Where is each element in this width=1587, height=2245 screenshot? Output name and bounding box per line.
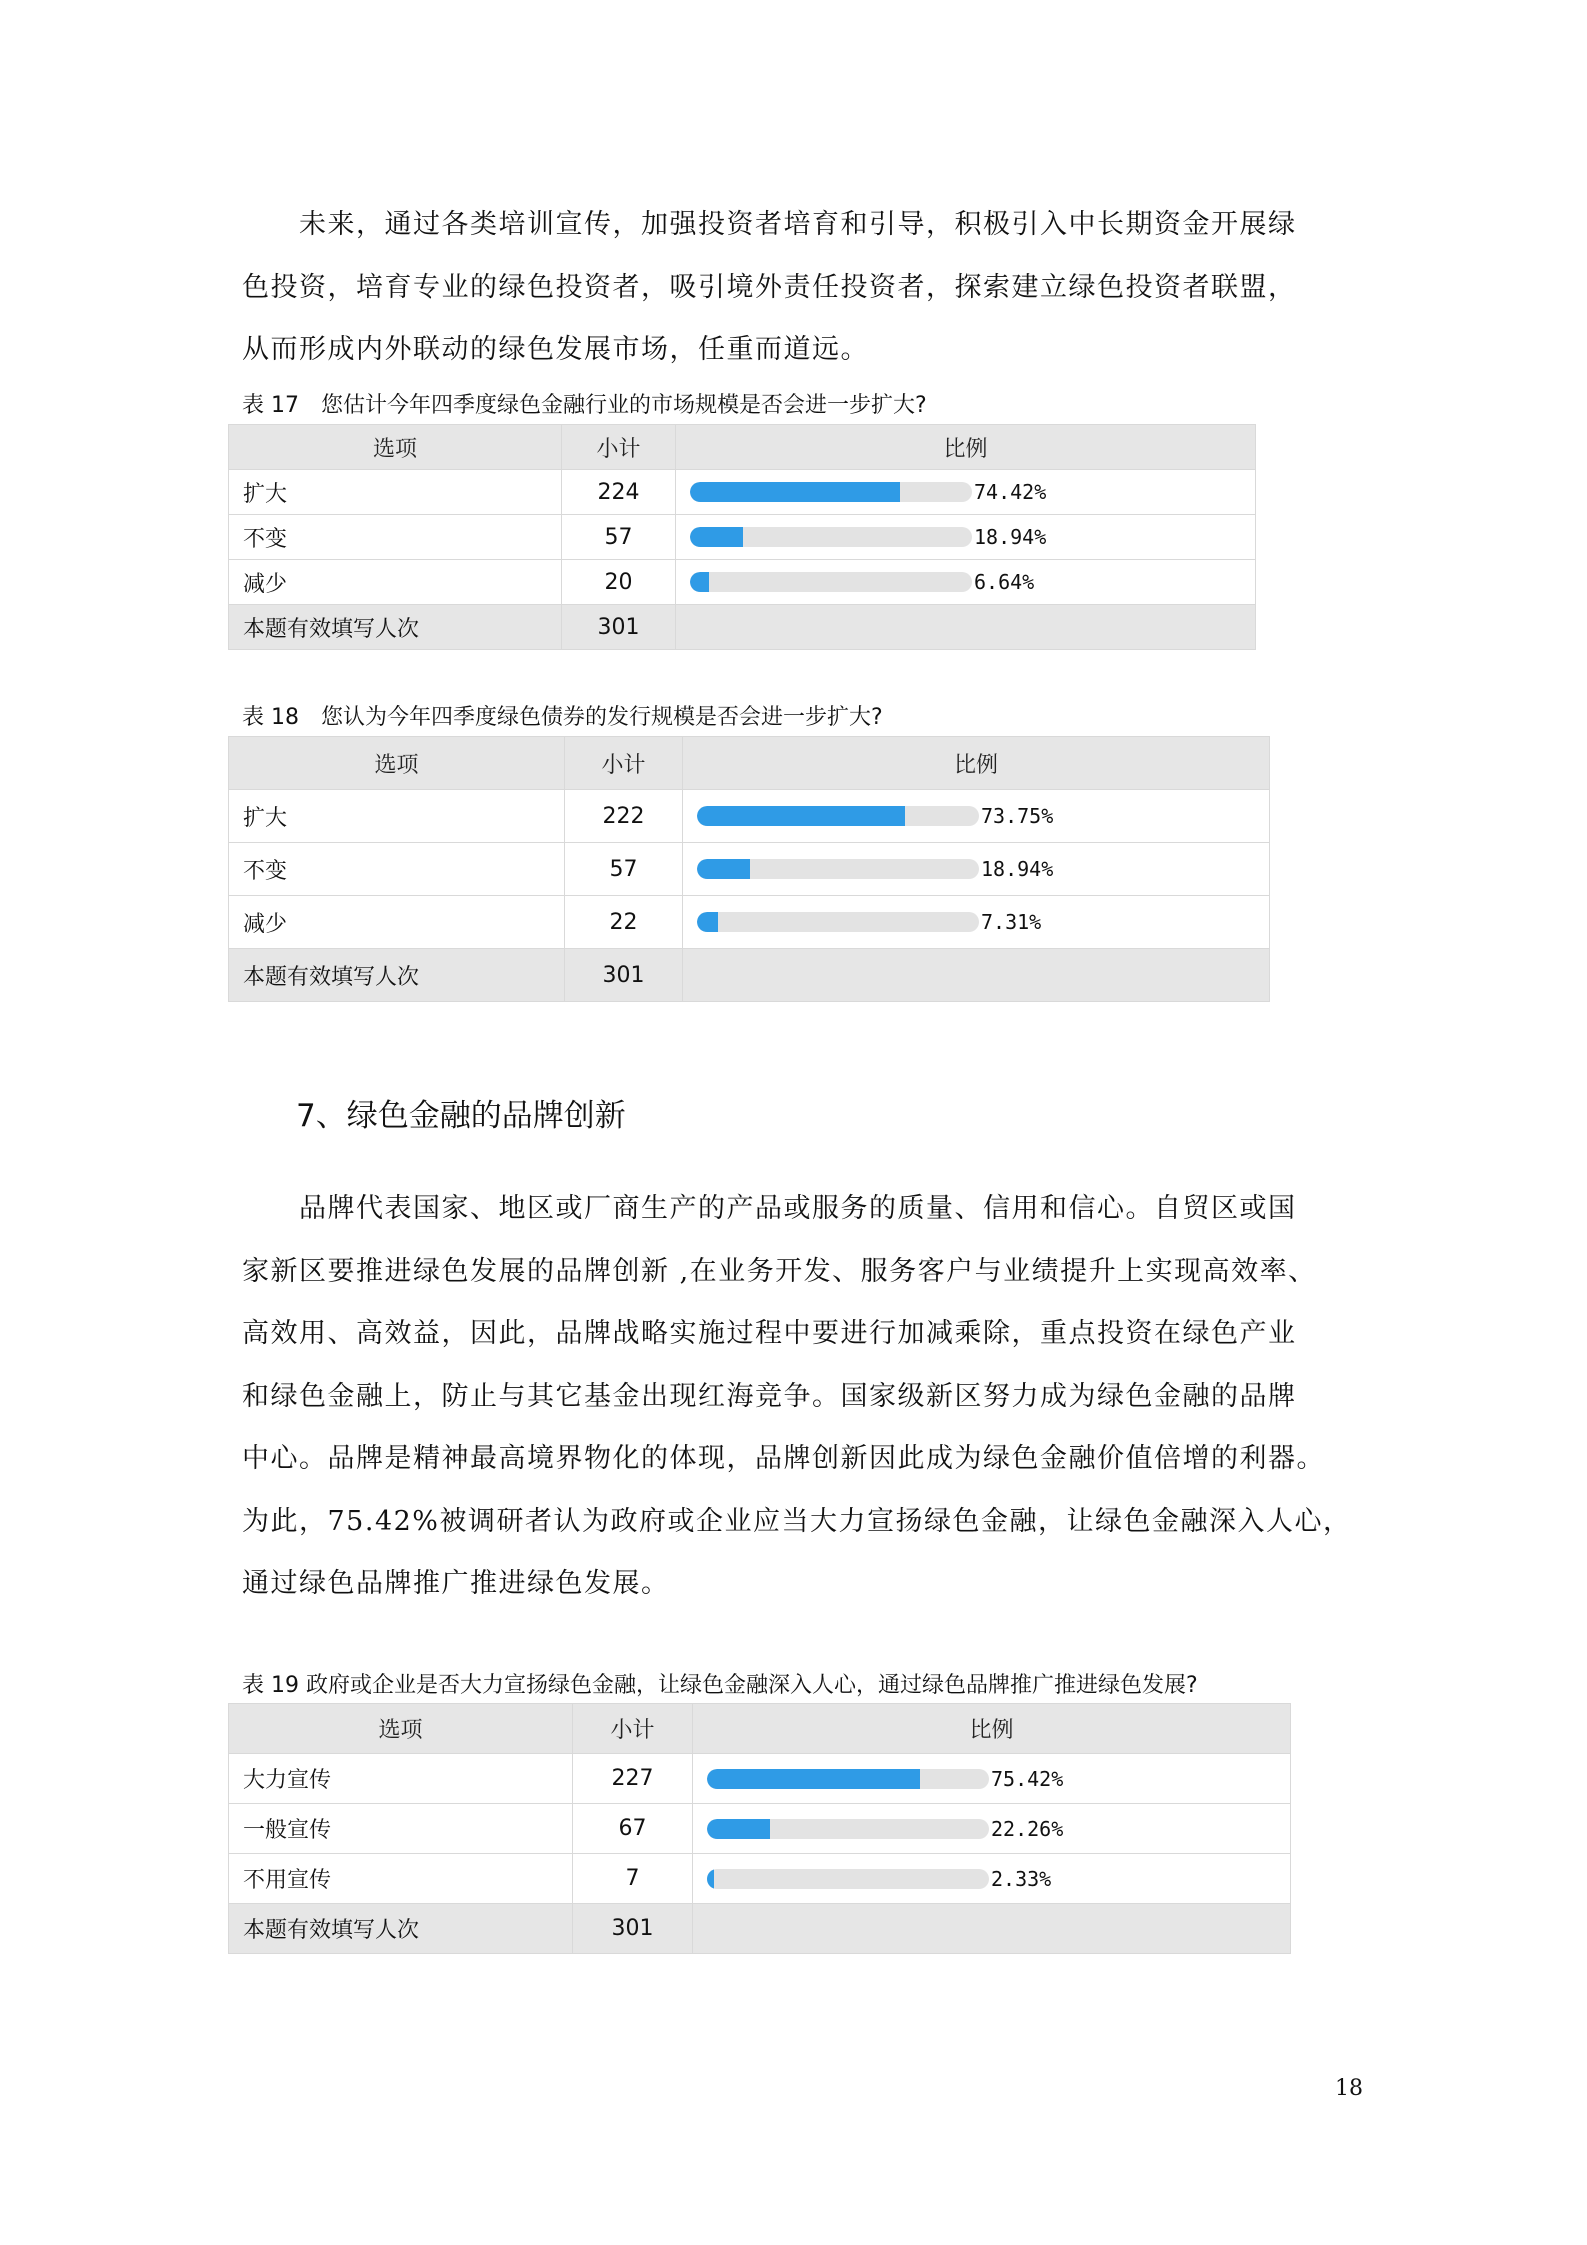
progress-bar (707, 1769, 989, 1789)
table-row (229, 560, 1256, 605)
paragraph-intro (242, 194, 1362, 382)
progress-bar (697, 806, 979, 826)
total-empty-cell (683, 949, 1270, 1002)
table-row (229, 1804, 1291, 1854)
option-cell: 不用宣传 (229, 1854, 573, 1904)
table-19 (228, 1703, 1291, 1954)
total-count-cell: 301 (565, 949, 683, 1002)
table-header-row (229, 425, 1256, 470)
table-row (229, 1754, 1291, 1804)
table-row (229, 470, 1256, 515)
total-empty-cell (676, 605, 1256, 650)
percent-label: 2.33% (991, 1866, 1052, 1891)
total-empty-cell (693, 1904, 1291, 1954)
table-total-row (229, 1904, 1291, 1954)
percent-label: 6.64% (974, 570, 1035, 594)
paragraph-line: 未来，通过各类培训宣传，加强投资者培育和引导，积极引入中长期资金开展绿 (242, 209, 1297, 240)
percent-label: 74.42% (974, 480, 1047, 504)
table-header-row (229, 737, 1270, 790)
paragraph-line: 品牌代表国家、地区或厂商生产的产品或服务的质量、信用和信心。自贸区或国 (242, 1193, 1297, 1224)
table-total-row (229, 605, 1256, 650)
table-18-caption: 表 18 您认为今年四季度绿色债券的发行规模是否会进一步扩大? (242, 705, 883, 730)
option-cell: 大力宣传 (229, 1754, 573, 1804)
total-label-cell: 本题有效填写人次 (229, 949, 565, 1002)
progress-fill (690, 572, 709, 592)
table-17 (228, 424, 1256, 650)
progress-bar (697, 912, 979, 932)
page-number: 18 (1335, 2076, 1363, 2101)
paragraph-line: 和绿色金融上，防止与其它基金出现红海竞争。国家级新区努力成为绿色金融的品牌 (242, 1380, 1297, 1412)
header-option: 选项 (229, 425, 562, 470)
table-17-caption: 表 17 您估计今年四季度绿色金融行业的市场规模是否会进一步扩大? (242, 393, 927, 418)
paragraph-brand (242, 1178, 1362, 1616)
paragraph-line: 中心。品牌是精神最高境界物化的体现，品牌创新因此成为绿色金融价值倍增的利器。 (242, 1443, 1325, 1474)
total-count-cell: 301 (562, 605, 676, 650)
header-count: 小计 (565, 737, 683, 790)
table-row (229, 843, 1270, 896)
count-cell: 227 (573, 1754, 693, 1804)
table-total-row (229, 949, 1270, 1002)
progress-fill (690, 527, 743, 547)
count-cell: 22 (565, 896, 683, 949)
progress-fill (697, 859, 750, 879)
header-count: 小计 (562, 425, 676, 470)
percent-label: 18.94% (974, 525, 1047, 549)
ratio-cell (683, 843, 1270, 896)
option-cell: 扩大 (229, 470, 562, 515)
option-cell: 扩大 (229, 790, 565, 843)
percent-label: 22.26% (991, 1816, 1064, 1841)
table-row (229, 515, 1256, 560)
progress-bar (697, 859, 979, 879)
header-ratio: 比例 (693, 1704, 1291, 1754)
table-row (229, 896, 1270, 949)
progress-fill (697, 912, 718, 932)
progress-fill (707, 1819, 770, 1839)
count-cell: 222 (565, 790, 683, 843)
ratio-cell (676, 515, 1256, 560)
percent-label: 7.31% (981, 910, 1042, 934)
percent-label: 18.94% (981, 857, 1054, 881)
progress-bar (690, 527, 972, 547)
count-cell: 57 (562, 515, 676, 560)
ratio-cell (693, 1754, 1291, 1804)
header-ratio: 比例 (683, 737, 1270, 790)
progress-fill (690, 482, 900, 502)
paragraph-line: 家新区要推进绿色发展的品牌创新 ,在业务开发、服务客户与业绩提升上实现高效率、 (242, 1255, 1317, 1287)
progress-bar (707, 1819, 989, 1839)
total-label-cell: 本题有效填写人次 (229, 605, 562, 650)
paragraph-line: 从而形成内外联动的绿色发展市场，任重而道远。 (242, 334, 869, 365)
progress-bar (690, 572, 972, 592)
table-row (229, 790, 1270, 843)
total-label-cell: 本题有效填写人次 (229, 1904, 573, 1954)
percent-label: 73.75% (981, 804, 1054, 828)
paragraph-line: 通过绿色品牌推广推进绿色发展。 (242, 1568, 670, 1599)
ratio-cell (676, 560, 1256, 605)
table-18 (228, 736, 1270, 1002)
paragraph-line: 高效用、高效益，因此，品牌战略实施过程中要进行加减乘除，重点投资在绿色产业 (242, 1318, 1297, 1349)
progress-bar (707, 1869, 989, 1889)
paragraph-line: 为此，75.42%被调研者认为政府或企业应当大力宣扬绿色金融，让绿色金融深入人心， (242, 1505, 1352, 1537)
paragraph-line: 色投资，培育专业的绿色投资者，吸引境外责任投资者，探索建立绿色投资者联盟， (242, 271, 1297, 303)
progress-fill (697, 806, 905, 826)
count-cell: 57 (565, 843, 683, 896)
table-19-caption: 表 19 政府或企业是否大力宣扬绿色金融，让绿色金融深入人心，通过绿色品牌推广推进绿色发展? (242, 1673, 1198, 1698)
count-cell: 67 (573, 1804, 693, 1854)
option-cell: 不变 (229, 515, 562, 560)
progress-fill (707, 1869, 714, 1889)
total-count-cell: 301 (573, 1904, 693, 1954)
option-cell: 减少 (229, 896, 565, 949)
progress-bar (690, 482, 972, 502)
header-count: 小计 (573, 1704, 693, 1754)
header-option: 选项 (229, 737, 565, 790)
option-cell: 不变 (229, 843, 565, 896)
ratio-cell (683, 896, 1270, 949)
ratio-cell (676, 470, 1256, 515)
ratio-cell (683, 790, 1270, 843)
header-ratio: 比例 (676, 425, 1256, 470)
progress-fill (707, 1769, 920, 1789)
percent-label: 75.42% (991, 1766, 1064, 1791)
count-cell: 20 (562, 560, 676, 605)
option-cell: 一般宣传 (229, 1804, 573, 1854)
section-heading: 7、绿色金融的品牌创新 (296, 1098, 626, 1134)
header-option: 选项 (229, 1704, 573, 1754)
table-row (229, 1854, 1291, 1904)
option-cell: 减少 (229, 560, 562, 605)
ratio-cell (693, 1854, 1291, 1904)
ratio-cell (693, 1804, 1291, 1854)
count-cell: 7 (573, 1854, 693, 1904)
table-header-row (229, 1704, 1291, 1754)
count-cell: 224 (562, 470, 676, 515)
